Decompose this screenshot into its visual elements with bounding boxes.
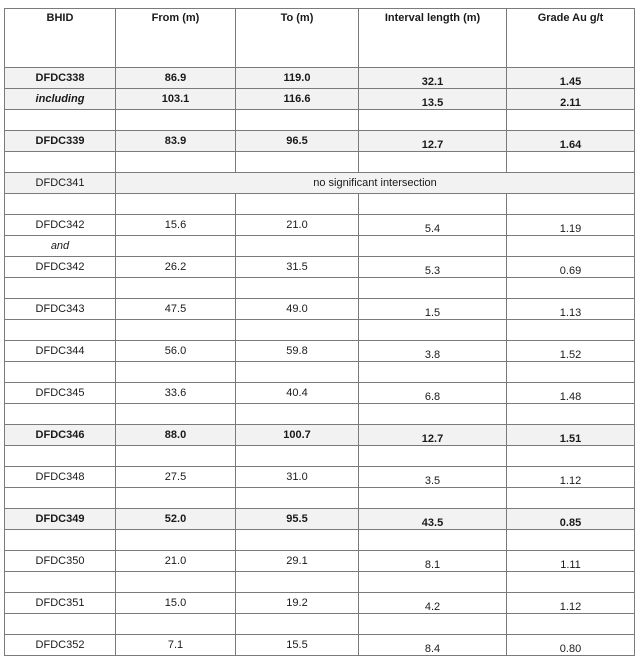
cell-interval	[359, 236, 507, 257]
empty-cell	[236, 488, 359, 509]
cell-bhid: DFDC346	[5, 425, 116, 446]
cell-to: 96.5	[236, 131, 359, 152]
table-row	[5, 68, 635, 89]
cell-interval: 8.1	[359, 551, 507, 572]
table-row	[5, 383, 635, 404]
cell-interval: 13.5	[359, 89, 507, 110]
empty-cell	[507, 446, 635, 467]
empty-cell	[116, 152, 236, 173]
cell-from: 47.5	[116, 299, 236, 320]
empty-cell	[236, 110, 359, 131]
empty-cell	[359, 152, 507, 173]
empty-cell	[236, 614, 359, 635]
cell-to: 100.7	[236, 425, 359, 446]
cell-to: 21.0	[236, 215, 359, 236]
empty-cell	[5, 488, 116, 509]
empty-cell	[5, 614, 116, 635]
cell-to: 59.8	[236, 341, 359, 362]
empty-cell	[359, 320, 507, 341]
cell-grade	[507, 236, 635, 257]
table-body	[5, 68, 635, 656]
spacer-row	[5, 404, 635, 425]
cell-grade: 0.69	[507, 257, 635, 278]
table-row	[5, 299, 635, 320]
spacer-row	[5, 110, 635, 131]
cell-bhid: DFDC349	[5, 509, 116, 530]
cell-to: 29.1	[236, 551, 359, 572]
cell-interval: 5.3	[359, 257, 507, 278]
cell-to: 19.2	[236, 593, 359, 614]
cell-interval: 32.1	[359, 68, 507, 89]
empty-cell	[236, 194, 359, 215]
cell-grade: 2.11	[507, 89, 635, 110]
cell-interval: 1.5	[359, 299, 507, 320]
empty-cell	[507, 488, 635, 509]
empty-cell	[236, 278, 359, 299]
cell-from: 33.6	[116, 383, 236, 404]
cell-to: 49.0	[236, 299, 359, 320]
cell-to: 31.5	[236, 257, 359, 278]
empty-cell	[359, 572, 507, 593]
table-row	[5, 236, 635, 257]
cell-interval: 5.4	[359, 215, 507, 236]
table-row	[5, 341, 635, 362]
cell-grade: 1.12	[507, 593, 635, 614]
empty-cell	[236, 446, 359, 467]
empty-cell	[359, 194, 507, 215]
cell-grade: 0.80	[507, 635, 635, 656]
table-row	[5, 131, 635, 152]
table-row	[5, 425, 635, 446]
cell-note: no significant intersection	[116, 173, 635, 194]
empty-cell	[5, 362, 116, 383]
empty-cell	[507, 278, 635, 299]
header-row	[5, 9, 635, 68]
empty-cell	[236, 530, 359, 551]
empty-cell	[236, 572, 359, 593]
cell-to: 95.5	[236, 509, 359, 530]
cell-from: 15.6	[116, 215, 236, 236]
cell-from: 26.2	[116, 257, 236, 278]
table-row	[5, 551, 635, 572]
cell-from: 27.5	[116, 467, 236, 488]
empty-cell	[116, 194, 236, 215]
empty-cell	[507, 530, 635, 551]
empty-cell	[359, 278, 507, 299]
empty-cell	[116, 404, 236, 425]
empty-cell	[116, 446, 236, 467]
cell-bhid: DFDC345	[5, 383, 116, 404]
cell-interval: 3.5	[359, 467, 507, 488]
empty-cell	[507, 152, 635, 173]
empty-cell	[116, 530, 236, 551]
table-row	[5, 467, 635, 488]
header-interval-length: Interval length (m)	[359, 9, 507, 68]
table-row	[5, 635, 635, 656]
table-row	[5, 173, 635, 194]
cell-from: 103.1	[116, 89, 236, 110]
empty-cell	[236, 152, 359, 173]
empty-cell	[116, 362, 236, 383]
empty-cell	[507, 110, 635, 131]
empty-cell	[507, 572, 635, 593]
spacer-row	[5, 614, 635, 635]
empty-cell	[359, 614, 507, 635]
cell-from: 83.9	[116, 131, 236, 152]
cell-interval: 8.4	[359, 635, 507, 656]
empty-cell	[359, 110, 507, 131]
cell-from: 56.0	[116, 341, 236, 362]
cell-bhid: DFDC348	[5, 467, 116, 488]
cell-from: 88.0	[116, 425, 236, 446]
cell-grade: 0.85	[507, 509, 635, 530]
empty-cell	[507, 320, 635, 341]
cell-bhid: DFDC344	[5, 341, 116, 362]
empty-cell	[5, 194, 116, 215]
cell-grade: 1.48	[507, 383, 635, 404]
spacer-row	[5, 488, 635, 509]
cell-grade: 1.45	[507, 68, 635, 89]
cell-bhid: DFDC343	[5, 299, 116, 320]
spacer-row	[5, 152, 635, 173]
cell-from: 86.9	[116, 68, 236, 89]
cell-to: 40.4	[236, 383, 359, 404]
empty-cell	[116, 320, 236, 341]
spacer-row	[5, 572, 635, 593]
cell-interval: 6.8	[359, 383, 507, 404]
empty-cell	[116, 110, 236, 131]
empty-cell	[5, 446, 116, 467]
table-row	[5, 593, 635, 614]
cell-grade: 1.64	[507, 131, 635, 152]
cell-to	[236, 236, 359, 257]
empty-cell	[359, 488, 507, 509]
empty-cell	[359, 362, 507, 383]
spacer-row	[5, 320, 635, 341]
header-bhid: BHID	[5, 9, 116, 68]
empty-cell	[507, 194, 635, 215]
cell-grade: 1.12	[507, 467, 635, 488]
cell-from: 15.0	[116, 593, 236, 614]
empty-cell	[507, 362, 635, 383]
header-to: To (m)	[236, 9, 359, 68]
cell-bhid: and	[5, 236, 116, 257]
header-grade: Grade Au g/t	[507, 9, 635, 68]
cell-bhid: including	[5, 89, 116, 110]
spacer-row	[5, 278, 635, 299]
empty-cell	[116, 572, 236, 593]
spacer-row	[5, 530, 635, 551]
header-from: From (m)	[116, 9, 236, 68]
table-row	[5, 257, 635, 278]
cell-interval: 3.8	[359, 341, 507, 362]
empty-cell	[5, 278, 116, 299]
empty-cell	[5, 572, 116, 593]
empty-cell	[5, 404, 116, 425]
empty-cell	[359, 530, 507, 551]
cell-to: 31.0	[236, 467, 359, 488]
empty-cell	[5, 110, 116, 131]
empty-cell	[5, 152, 116, 173]
cell-to: 119.0	[236, 68, 359, 89]
cell-grade: 1.11	[507, 551, 635, 572]
table-row	[5, 89, 635, 110]
empty-cell	[359, 404, 507, 425]
cell-bhid: DFDC339	[5, 131, 116, 152]
spacer-row	[5, 194, 635, 215]
empty-cell	[236, 404, 359, 425]
cell-from	[116, 236, 236, 257]
cell-interval: 12.7	[359, 425, 507, 446]
empty-cell	[116, 488, 236, 509]
cell-bhid: DFDC341	[5, 173, 116, 194]
empty-cell	[116, 614, 236, 635]
cell-from: 21.0	[116, 551, 236, 572]
spacer-row	[5, 446, 635, 467]
empty-cell	[5, 320, 116, 341]
cell-from: 7.1	[116, 635, 236, 656]
cell-bhid: DFDC352	[5, 635, 116, 656]
cell-grade: 1.52	[507, 341, 635, 362]
table-row	[5, 215, 635, 236]
empty-cell	[5, 530, 116, 551]
cell-interval: 4.2	[359, 593, 507, 614]
table-row	[5, 509, 635, 530]
empty-cell	[507, 404, 635, 425]
drill-results-table	[4, 8, 635, 656]
cell-interval: 43.5	[359, 509, 507, 530]
spacer-row	[5, 362, 635, 383]
cell-grade: 1.51	[507, 425, 635, 446]
empty-cell	[116, 278, 236, 299]
cell-grade: 1.19	[507, 215, 635, 236]
cell-bhid: DFDC350	[5, 551, 116, 572]
cell-bhid: DFDC342	[5, 257, 116, 278]
empty-cell	[359, 446, 507, 467]
empty-cell	[236, 320, 359, 341]
cell-grade: 1.13	[507, 299, 635, 320]
cell-from: 52.0	[116, 509, 236, 530]
empty-cell	[507, 614, 635, 635]
cell-interval: 12.7	[359, 131, 507, 152]
cell-to: 116.6	[236, 89, 359, 110]
cell-bhid: DFDC342	[5, 215, 116, 236]
cell-to: 15.5	[236, 635, 359, 656]
empty-cell	[236, 362, 359, 383]
cell-bhid: DFDC351	[5, 593, 116, 614]
cell-bhid: DFDC338	[5, 68, 116, 89]
